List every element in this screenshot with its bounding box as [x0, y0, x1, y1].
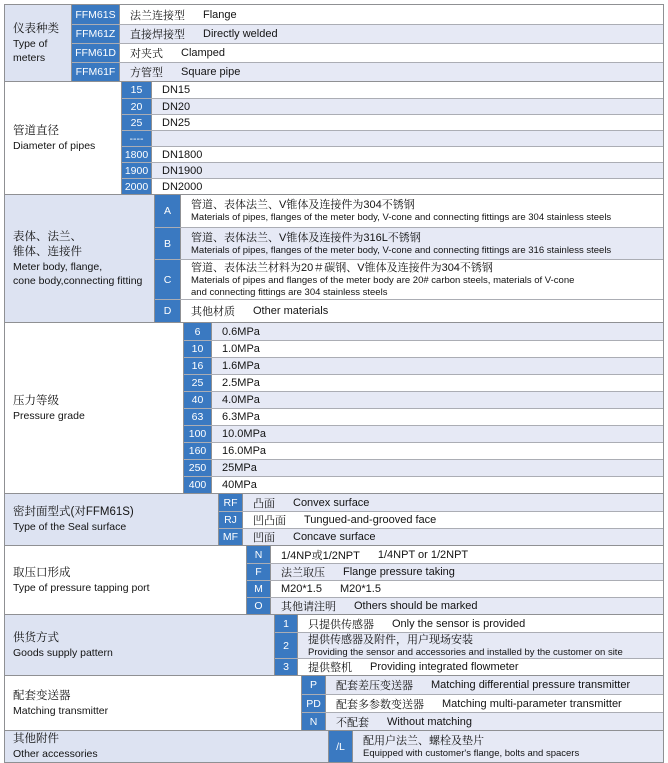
section-rows: [274, 615, 663, 675]
section-label-line: 管道直径: [13, 124, 59, 137]
option-text-en: 0.6MPa: [222, 325, 260, 338]
option-text-en: DN20: [162, 100, 191, 113]
section-label-line: 仪表种类: [13, 22, 59, 35]
option-row: [72, 43, 663, 62]
option-row: [184, 408, 663, 425]
option-code-cell: RJ: [219, 512, 243, 528]
option-description: [271, 546, 663, 563]
option-description: [212, 358, 663, 374]
spec-table: [4, 4, 664, 763]
option-code-cell: 1: [275, 615, 298, 632]
option-code-cell: D: [155, 300, 181, 322]
option-description-line: Materials of pipes, flanges of the meter body, V-cone and connecting fittings are 304 stainless steels: [191, 212, 612, 223]
section-label-line: 密封面型式(对FFM61S): [13, 506, 134, 518]
option-code-cell: 3: [275, 659, 298, 675]
option-description: [152, 99, 663, 114]
option-code-cell: 250: [184, 460, 212, 476]
section-matching-transmitter: [5, 675, 663, 730]
section-rows: [71, 5, 663, 81]
option-row: [302, 694, 663, 712]
option-code-cell: 25: [122, 115, 152, 130]
section-type-of-meters: [5, 4, 663, 81]
option-code-cell: RF: [219, 494, 243, 511]
option-row: [184, 459, 663, 476]
option-code-cell: PD: [302, 695, 326, 712]
section-label-line: 锥体、连接件: [13, 245, 82, 258]
section-other-accessories: [5, 730, 663, 762]
option-row: [122, 114, 663, 130]
option-code-cell: FFM61D: [72, 44, 120, 62]
option-row: [72, 62, 663, 81]
option-row: [302, 676, 663, 694]
option-text-en: DN2000: [162, 180, 203, 193]
option-text-en: Flange pressure taking: [343, 566, 455, 578]
section-pressure-grade: [5, 322, 663, 493]
option-code-cell: 16: [184, 358, 212, 374]
option-description: [212, 477, 663, 493]
option-code-cell: 1900: [122, 163, 152, 178]
option-description: [212, 409, 663, 425]
section-rows: [183, 323, 663, 493]
option-code-cell: C: [155, 260, 181, 299]
option-description-line: Providing the sensor and accessories and installed by the customer on site: [308, 646, 623, 658]
option-description-line: 配用户法兰、螺栓及垫片: [363, 734, 484, 747]
option-row: [184, 442, 663, 459]
option-row: [184, 340, 663, 357]
option-code-cell: FFM61S: [72, 5, 120, 24]
section-label-type-of-meters: [5, 5, 71, 81]
section-label-matching-transmitter: [5, 676, 301, 730]
section-label-line: Type of the Seal surface: [13, 521, 127, 533]
section-rows: [218, 494, 663, 545]
option-description: [152, 115, 663, 130]
option-description: [152, 163, 663, 178]
option-code-cell: 63: [184, 409, 212, 425]
section-label-line: 其他附件: [13, 733, 59, 745]
option-description: [326, 713, 663, 730]
section-label-line: 配套变送器: [13, 689, 71, 702]
option-text-zh: 凹面: [253, 532, 275, 544]
section-pressure-tapping-port: [5, 545, 663, 614]
option-text-zh: 对夹式: [130, 48, 163, 60]
section-label-line: Goods supply pattern: [13, 646, 113, 659]
option-description: [271, 564, 663, 580]
section-rows: [328, 731, 663, 762]
option-text-en: Flange: [203, 8, 237, 21]
option-text-en: DN1900: [162, 164, 203, 177]
section-seal-surface-type: [5, 493, 663, 545]
option-text-en: Other materials: [253, 305, 329, 317]
option-text-zh: 其他请注明: [281, 601, 336, 613]
option-row: [275, 658, 663, 675]
section-label-meter-body-flange-cone-materials: [5, 195, 154, 322]
option-description: [271, 581, 663, 597]
option-code-cell: /L: [329, 731, 353, 762]
option-description: [152, 131, 663, 146]
option-description: [152, 147, 663, 162]
option-text-en: Clamped: [181, 47, 226, 59]
option-text-zh: 不配套: [336, 716, 369, 729]
option-text-en: DN1800: [162, 148, 203, 161]
option-row: [72, 24, 663, 43]
section-label-line: Type of: [13, 37, 48, 50]
option-text-en: DN25: [162, 116, 191, 129]
option-description: [152, 82, 663, 98]
option-text-en: Square pipe: [181, 66, 241, 78]
option-code-cell: MF: [219, 529, 243, 545]
option-row: [155, 195, 663, 227]
option-row: [155, 227, 663, 259]
section-label-other-accessories: [5, 731, 328, 762]
section-label-line: 压力等级: [13, 394, 59, 407]
option-text-zh: 法兰取压: [281, 567, 325, 579]
option-text-en: 1.0MPa: [222, 343, 260, 355]
option-text-zh: 法兰连接型: [130, 9, 185, 22]
option-text-en: 2.5MPa: [222, 377, 260, 389]
option-row: [184, 476, 663, 493]
section-rows: [121, 82, 663, 194]
option-row: [219, 511, 663, 528]
option-description-line: 管道、表体法兰材料为20＃碳钢、V锥体及连接件为304不锈钢: [191, 261, 493, 274]
section-rows: [154, 195, 663, 322]
option-row: [219, 528, 663, 545]
option-code-cell: FFM61F: [72, 63, 120, 81]
option-text-en: Matching differential pressure transmitter: [431, 679, 631, 691]
option-code-cell: 10: [184, 341, 212, 357]
section-label-pressure-grade: [5, 323, 183, 493]
option-row: [184, 391, 663, 408]
option-text-en: Convex surface: [293, 496, 370, 509]
option-code-cell: B: [155, 228, 181, 259]
option-code-cell: 40: [184, 392, 212, 408]
option-code-cell: N: [302, 713, 326, 730]
option-row: [184, 323, 663, 340]
option-row: [247, 563, 663, 580]
option-text-en: 16.0MPa: [222, 445, 267, 457]
option-description: [120, 5, 663, 24]
option-row: [184, 357, 663, 374]
option-text-zh: 其他材质: [191, 306, 235, 318]
section-label-line: Type of pressure tapping port: [13, 581, 150, 594]
option-code-cell: FFM61Z: [72, 25, 120, 43]
section-diameter-of-pipes: [5, 81, 663, 194]
option-description: [212, 323, 663, 340]
option-text-zh: 方管型: [130, 67, 163, 79]
option-row: [122, 82, 663, 98]
option-code-cell: 2000: [122, 179, 152, 194]
option-row: [247, 546, 663, 563]
option-text-en: Directly welded: [203, 28, 278, 40]
option-text-zh: 配套差压变送器: [336, 680, 413, 692]
option-row: [72, 5, 663, 24]
option-description: [120, 25, 663, 43]
option-code-cell: 160: [184, 443, 212, 459]
section-rows: [301, 676, 663, 730]
option-description: [298, 659, 663, 675]
option-code-cell: ----: [122, 131, 152, 146]
option-text-en: Tungued-and-grooved face: [304, 514, 437, 526]
option-text-en: 40MPa: [222, 479, 257, 491]
section-goods-supply-pattern: [5, 614, 663, 675]
option-description: [212, 426, 663, 442]
option-code-cell: A: [155, 195, 181, 227]
option-text-en: Providing integrated flowmeter: [370, 661, 519, 673]
option-description: [120, 44, 663, 62]
option-row: [122, 178, 663, 194]
option-description-line: 提供传感器及附件，用户现场安装: [308, 633, 473, 646]
option-code-cell: O: [247, 598, 271, 614]
option-text-en: Concave surface: [293, 531, 376, 543]
section-label-line: Pressure grade: [13, 409, 85, 422]
option-code-cell: 400: [184, 477, 212, 493]
option-description: [298, 633, 663, 658]
section-label-line: 表体、法兰、: [13, 230, 82, 243]
section-label-line: Matching transmitter: [13, 704, 109, 717]
option-text-en: Others should be marked: [354, 600, 478, 612]
option-text-en: Without matching: [387, 715, 472, 728]
option-row: [275, 615, 663, 632]
option-code-cell: 100: [184, 426, 212, 442]
option-description: [326, 676, 663, 694]
option-text-zh: 提供整机: [308, 662, 352, 674]
option-row: [155, 299, 663, 322]
option-row: [184, 425, 663, 442]
option-code-cell: 20: [122, 99, 152, 114]
option-description-line: Materials of pipes and flanges of the meter body are 20# carbon steels, materials of V-cone: [191, 274, 575, 286]
option-row: [184, 374, 663, 391]
option-row: [122, 98, 663, 114]
option-code-cell: 2: [275, 633, 298, 658]
option-description: [243, 529, 663, 545]
option-code-cell: F: [247, 564, 271, 580]
option-text-en: 1.6MPa: [222, 360, 260, 372]
section-label-line: meters: [13, 51, 46, 64]
option-text-en: 1/4NPT or 1/2NPT: [377, 548, 469, 561]
option-description: [271, 598, 663, 614]
option-row: [275, 632, 663, 658]
option-description: [181, 228, 663, 259]
option-row: [247, 580, 663, 597]
option-text-en: DN15: [162, 84, 191, 96]
option-description: [181, 260, 663, 299]
option-text-en: 4.0MPa: [222, 394, 260, 406]
section-label-line: cone body,connecting fitting: [13, 274, 143, 287]
option-description: [326, 695, 663, 712]
section-label-line: 供货方式: [13, 631, 59, 644]
section-label-line: Meter body, flange,: [13, 260, 103, 273]
section-label-line: Other accessories: [13, 748, 98, 760]
section-label-pressure-tapping-port: [5, 546, 246, 614]
option-text-en: 25MPa: [222, 462, 257, 474]
option-description: [181, 195, 663, 227]
option-row: [247, 597, 663, 614]
option-code-cell: 25: [184, 375, 212, 391]
section-meter-body-flange-cone-materials: [5, 194, 663, 322]
option-code-cell: 6: [184, 323, 212, 340]
option-description: [243, 494, 663, 511]
section-label-seal-surface-type: [5, 494, 218, 545]
option-description: [212, 341, 663, 357]
option-description: [212, 460, 663, 476]
option-row: [219, 494, 663, 511]
option-code-cell: 1800: [122, 147, 152, 162]
option-text-zh: 只提供传感器: [308, 618, 374, 631]
option-text-zh: 凹凸面: [253, 515, 286, 527]
option-description: [353, 731, 663, 762]
option-description-line: Materials of pipes, flanges of the meter body, V-cone and connecting fittings are 316 stainless steels: [191, 244, 612, 256]
option-code-cell: N: [247, 546, 271, 563]
option-description: [298, 615, 663, 632]
option-text-zh: 1/4NP或1/2NPT: [281, 549, 360, 562]
option-row: [122, 146, 663, 162]
option-code-cell: P: [302, 676, 326, 694]
option-description: [212, 392, 663, 408]
option-text-en: M20*1.5: [339, 583, 381, 595]
option-text-en: Matching multi-parameter transmitter: [442, 697, 622, 710]
option-row: [122, 162, 663, 178]
option-description-line: 管道、表体法兰、V锥体及连接件为316L不锈钢: [191, 231, 421, 244]
option-description: [152, 179, 663, 194]
option-code-cell: 15: [122, 82, 152, 98]
option-text-en: 6.3MPa: [222, 411, 260, 423]
option-description: [212, 443, 663, 459]
option-description: [120, 63, 663, 81]
option-row: [122, 130, 663, 146]
section-label-line: 取压口形成: [13, 566, 71, 579]
section-label-diameter-of-pipes: [5, 82, 121, 194]
option-row: [155, 259, 663, 299]
option-row: [329, 731, 663, 762]
section-rows: [246, 546, 663, 614]
option-description-line: and connecting fittings are 304 stainless steels: [191, 286, 388, 298]
option-text-zh: 凸面: [253, 497, 275, 510]
option-description-line: 管道、表体法兰、V锥体及连接件为304不锈钢: [191, 199, 415, 211]
option-text-zh: M20*1.5: [281, 583, 322, 595]
option-text-en: Only the sensor is provided: [392, 617, 526, 630]
option-description-line: Equipped with customer's flange, bolts and spacers: [363, 747, 580, 759]
option-description: [243, 512, 663, 528]
section-label-line: Diameter of pipes: [13, 139, 96, 152]
option-row: [302, 712, 663, 730]
option-code-cell: M: [247, 581, 271, 597]
option-text-zh: 直接焊接型: [130, 29, 185, 41]
option-description: [181, 300, 663, 322]
option-description: [212, 375, 663, 391]
option-text-en: 10.0MPa: [222, 428, 267, 440]
section-label-goods-supply-pattern: [5, 615, 274, 675]
option-text-zh: 配套多参数变送器: [336, 698, 424, 711]
